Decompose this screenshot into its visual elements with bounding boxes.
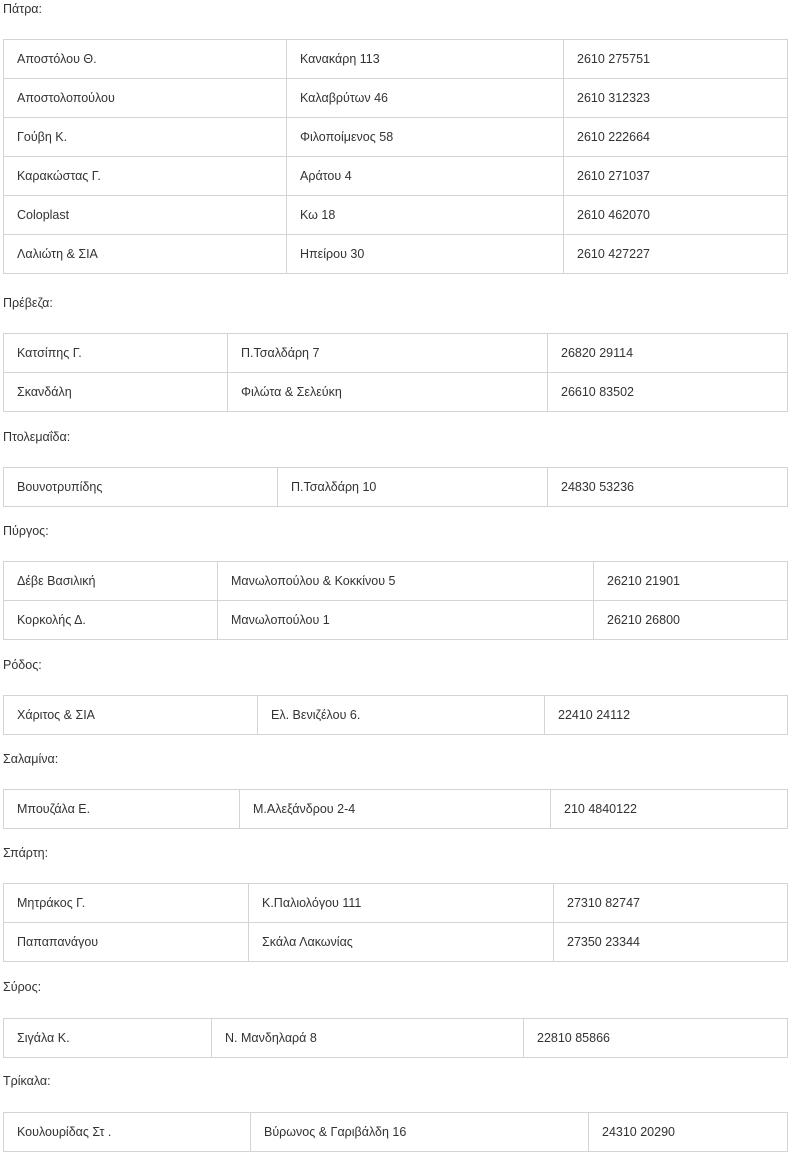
name-cell: Μητράκος Γ.: [4, 884, 249, 923]
phone-cell: 24830 53236: [548, 468, 788, 507]
phone-cell: 27350 23344: [554, 923, 788, 962]
address-cell: Π.Τσαλδάρη 7: [228, 334, 548, 373]
table-row: [4, 334, 788, 373]
pharmacy-table: [3, 333, 788, 412]
phone-cell: 2610 462070: [564, 196, 788, 235]
city-heading: Πτολεμαΐδα:: [3, 430, 71, 444]
table-row: [4, 79, 788, 118]
pharmacy-table: [3, 467, 788, 507]
name-cell: Καρακώστας Γ.: [4, 157, 287, 196]
address-cell: Αράτου 4: [287, 157, 564, 196]
address-cell: Φιλώτα & Σελεύκη: [228, 373, 548, 412]
name-cell: Αποστόλου Θ.: [4, 40, 287, 79]
city-heading: Πρέβεζα:: [3, 296, 53, 310]
table-row: [4, 923, 788, 962]
name-cell: Λαλιώτη & ΣΙΑ: [4, 235, 287, 274]
address-cell: Σκάλα Λακωνίας: [249, 923, 554, 962]
address-cell: Μ.Αλεξάνδρου 2-4: [240, 790, 551, 829]
name-cell: Μπουζάλα Ε.: [4, 790, 240, 829]
address-cell: Π.Τσαλδάρη 10: [278, 468, 548, 507]
name-cell: Χάριτος & ΣΙΑ: [4, 696, 258, 735]
city-heading: Πύργος:: [3, 524, 49, 538]
name-cell: Δέβε Βασιλική: [4, 562, 218, 601]
address-cell: Κω 18: [287, 196, 564, 235]
pharmacy-table: [3, 561, 788, 640]
pharmacy-table: [3, 1112, 788, 1152]
phone-cell: 22810 85866: [524, 1019, 788, 1058]
table-row: [4, 884, 788, 923]
name-cell: Αποστολοπούλου: [4, 79, 287, 118]
phone-cell: 27310 82747: [554, 884, 788, 923]
pharmacy-table: [3, 695, 788, 735]
name-cell: Γούβη Κ.: [4, 118, 287, 157]
table-row: [4, 696, 788, 735]
table-row: [4, 790, 788, 829]
pharmacy-table: [3, 789, 788, 829]
address-cell: Καλαβρύτων 46: [287, 79, 564, 118]
table-row: [4, 468, 788, 507]
address-cell: Ηπείρου 30: [287, 235, 564, 274]
table-row: [4, 235, 788, 274]
table-row: [4, 118, 788, 157]
phone-cell: 26210 26800: [594, 601, 788, 640]
phone-cell: 26610 83502: [548, 373, 788, 412]
address-cell: Μανωλοπούλου 1: [218, 601, 594, 640]
phone-cell: 2610 427227: [564, 235, 788, 274]
address-cell: Φιλοποίμενος 58: [287, 118, 564, 157]
name-cell: Παπαπανάγου: [4, 923, 249, 962]
address-cell: Βύρωνος & Γαριβάλδη 16: [251, 1113, 589, 1152]
phone-cell: 2610 222664: [564, 118, 788, 157]
pharmacy-table: [3, 1018, 788, 1058]
address-cell: Μανωλοπούλου & Κοκκίνου 5: [218, 562, 594, 601]
table-row: [4, 1019, 788, 1058]
phone-cell: 24310 20290: [589, 1113, 788, 1152]
city-heading: Πάτρα:: [3, 2, 43, 16]
city-heading: Τρίκαλα:: [3, 1074, 51, 1088]
pharmacy-table: [3, 883, 788, 962]
table-row: [4, 373, 788, 412]
phone-cell: 2610 275751: [564, 40, 788, 79]
name-cell: Σιγάλα Κ.: [4, 1019, 212, 1058]
phone-cell: 26210 21901: [594, 562, 788, 601]
phone-cell: 22410 24112: [545, 696, 788, 735]
name-cell: Κατσίπης Γ.: [4, 334, 228, 373]
city-heading: Σύρος:: [3, 980, 42, 994]
address-cell: Κανακάρη 113: [287, 40, 564, 79]
name-cell: Κουλουρίδας Στ .: [4, 1113, 251, 1152]
name-cell: Σκανδάλη: [4, 373, 228, 412]
table-row: [4, 562, 788, 601]
city-heading: Σπάρτη:: [3, 846, 49, 860]
pharmacy-table: [3, 39, 788, 274]
address-cell: Ελ. Βενιζέλου 6.: [258, 696, 545, 735]
city-heading: Ρόδος:: [3, 658, 42, 672]
name-cell: Κορκολής Δ.: [4, 601, 218, 640]
table-row: [4, 601, 788, 640]
name-cell: Βουνοτρυπίδης: [4, 468, 278, 507]
table-row: [4, 196, 788, 235]
phone-cell: 210 4840122: [551, 790, 788, 829]
table-row: [4, 1113, 788, 1152]
phone-cell: 2610 271037: [564, 157, 788, 196]
address-cell: Ν. Μανδηλαρά 8: [212, 1019, 524, 1058]
name-cell: Coloplast: [4, 196, 287, 235]
phone-cell: 2610 312323: [564, 79, 788, 118]
address-cell: Κ.Παλιολόγου 111: [249, 884, 554, 923]
city-heading: Σαλαμίνα:: [3, 752, 59, 766]
phone-cell: 26820 29114: [548, 334, 788, 373]
table-row: [4, 40, 788, 79]
table-row: [4, 157, 788, 196]
